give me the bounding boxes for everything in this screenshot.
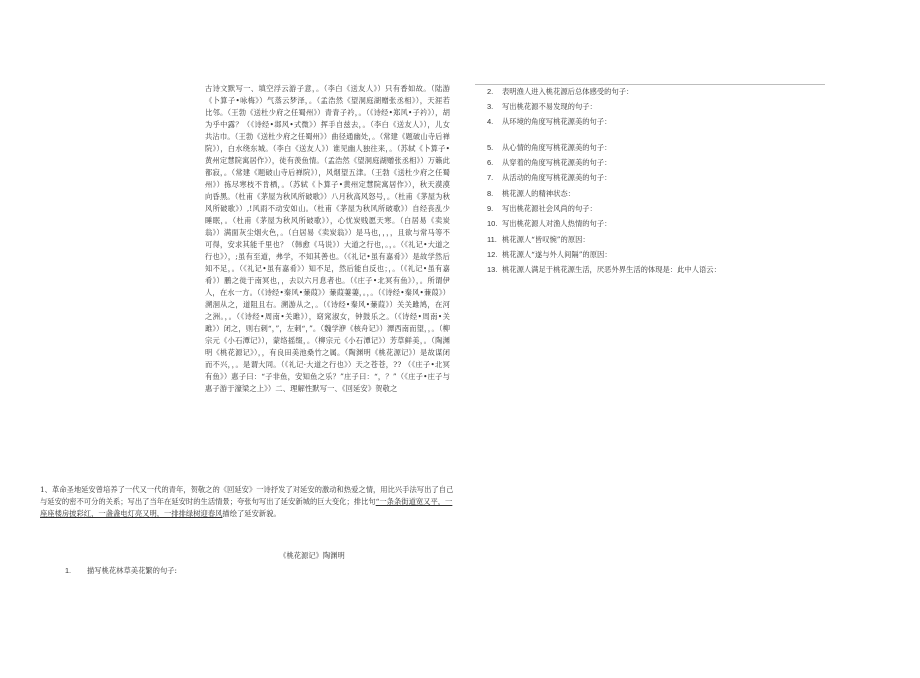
question-text: 从穿着的角度写桃花源美的句子： bbox=[502, 158, 612, 167]
question-item bbox=[487, 250, 827, 260]
paragraph-text-end: 描绘了延安新貌。 bbox=[222, 509, 281, 518]
question-number: 1. bbox=[65, 566, 72, 575]
question-item bbox=[487, 265, 827, 275]
question-number: 2. bbox=[487, 87, 494, 96]
question-text: 描写桃花林草美花繁的句子: bbox=[87, 566, 178, 575]
question-item bbox=[65, 566, 365, 576]
question-text: 表明渔人进入桃花源后总体感受的句子： bbox=[502, 87, 634, 96]
question-text: 从活动的角度写桃花源美的句子： bbox=[502, 173, 612, 182]
question-item bbox=[487, 143, 827, 153]
question-text: 桃花源人“皆叹惋”的原因： bbox=[502, 235, 590, 244]
question-text: 写出桃花源社会风尚的句子： bbox=[502, 204, 597, 213]
question-text: 写出桃花源人对渔人热情的句子： bbox=[502, 219, 612, 228]
question-number: 3. bbox=[487, 102, 494, 111]
question-text: 桃花源人“遂与外人间隔”的原因： bbox=[502, 250, 612, 259]
question-item bbox=[487, 102, 827, 112]
paragraph-text: 1、革命圣地延安曾培养了一代又一代的青年，贺敬之的《回延安》一诗抒发了对延安的激动和热爱之情，用比兴手法写出了自己与延安的密不可分的关系；写出了当年在延安时的生活情景；夸张句写出了延安新城的巨大变化；排比句 bbox=[40, 485, 454, 506]
question-item bbox=[487, 117, 827, 127]
dictation-passage: 古诗文默写一、填空浮云游子意，。（李白《送友人》）只有香如故。（陆游《卜算子•咏梅》）气蒸云梦泽，。（孟浩然《望洞庭湖赠张丞相》），天涯若比邻。（王勃《送杜少府之任蜀州》）青青子衿，。（《诗经•郑风•子衿》），胡为乎中露？（《诗经•邶风•式微》）挥手自兹去，。（李白《送友人》），儿女共沾巾。（王勃《送杜少府之任蜀州》）曲径通幽处，。（常建《题破山寺后禅院》），白水绕东城。（李白《送友人》）谁见幽人独往来，。（苏轼《卜算子•黄州定慧院寓居作》），徒有羡鱼情。（孟浩然《望洞庭湖赠张丞相》）万籁此都寂，。（常建《题破山寺后禅院》），风烟望五津。（王勃《送杜少府之任蜀州》）拣尽寒枝不肯栖，。（苏轼《卜算子•黄州定慧院寓居作》），秋天漠漠向昏黑。（杜甫《茅屋为秋风所破歌》）八月秋高风怒号，。（杜甫《茅屋为秋风所破歌》）,!风雨不动安如山。（杜甫《茅屋为秋风所破歌》）自经丧乱少睡眠，。（杜甫《茅屋为秋风所破歌》），心忧炭贱愿天寒。（白居易《卖炭翁》）满面灰尘烟火色，。（白居易《卖炭翁》）是马也，，，，且欲与常马等不可得，安求其能千里也？（韩愈《马说》）大道之行也，。，。（《礼记•大道之行也》），;虽有至道，弗学，不知其善也。（《礼记•虽有嘉肴》）是故学然后知不足，。（《礼记•虽有嘉肴》）知不足，然后能自反也；，。（《礼记•虽有嘉肴》）鹏之徙于南冥也，，去以六月息者也。（《庄子•北冥有鱼》），。所谓伊人，在水一方。（《诗经•秦风•蒹葭》）蒹葭萋萋，。，。（《诗经•秦风•蒹葭》）溯洄从之，道阻且右。溯游从之，。（《诗经•秦风•蒹葭》）关关雎鸠，在河之洲。，。（《诗经•周南•关雎》），窈窕淑女，钟鼓乐之。（《诗经•周南•关雎》）闭之，则右刺“，”，左刺“，”。（魏学洢《核舟记》）潭西南而望，，。（柳宗元《小石潭记》），蒙络摇缀，。（柳宗元《小石潭记》）芳草鲜美，。（陶渊明《桃花源记》），，有良田美池桑竹之属。（陶渊明《桃花源记》）是故谋闭而不兴，，。是谓大同。（《礼记·大道之行也》）天之苍苍，?? （《庄子•北冥有鱼》）惠子曰：“子非鱼，安知鱼之乐？”庄子曰：“，？”（《庄子•庄子与惠子游于濠梁之上》）二、理解性默写一、《回延安》贺敬之 bbox=[205, 84, 451, 393]
question-item bbox=[487, 204, 827, 214]
question-text: 桃花源人的精神状态： bbox=[502, 189, 575, 198]
question-item bbox=[487, 173, 827, 183]
question-number: 5. bbox=[487, 143, 494, 152]
question-item bbox=[487, 87, 827, 97]
question-paragraph bbox=[40, 484, 455, 520]
question-number: 13. bbox=[487, 265, 498, 274]
underlined-quote: “一条条街道宽又平，一座座楼房披彩红，一盏盏电灯亮又明，一排排绿树迎春风 bbox=[40, 497, 453, 518]
question-text: 从环境的角度写桃花源美的句子： bbox=[502, 117, 612, 126]
question-item bbox=[487, 189, 827, 199]
section-title: 《桃花源记》陶渊明 bbox=[279, 551, 345, 560]
question-number: 7. bbox=[487, 173, 494, 182]
question-number: 9. bbox=[487, 204, 494, 213]
question-text: 桃花源人满足于桃花源生活，厌恶外界生活的体现是：此中人语云： bbox=[502, 265, 721, 274]
question-number: 8. bbox=[487, 189, 494, 198]
question-number: 6. bbox=[487, 158, 494, 167]
question-number: 10. bbox=[487, 219, 498, 228]
question-text: 从心情的角度写桃花源美的句子： bbox=[502, 143, 612, 152]
question-item bbox=[487, 158, 827, 168]
question-item bbox=[487, 235, 827, 245]
header-rule bbox=[475, 84, 825, 85]
question-number: 4. bbox=[487, 117, 494, 126]
question-number: 11. bbox=[487, 235, 497, 244]
question-text: 写出桃花源不易发现的句子： bbox=[502, 102, 597, 111]
question-item bbox=[487, 219, 827, 229]
question-number: 12. bbox=[487, 250, 498, 259]
